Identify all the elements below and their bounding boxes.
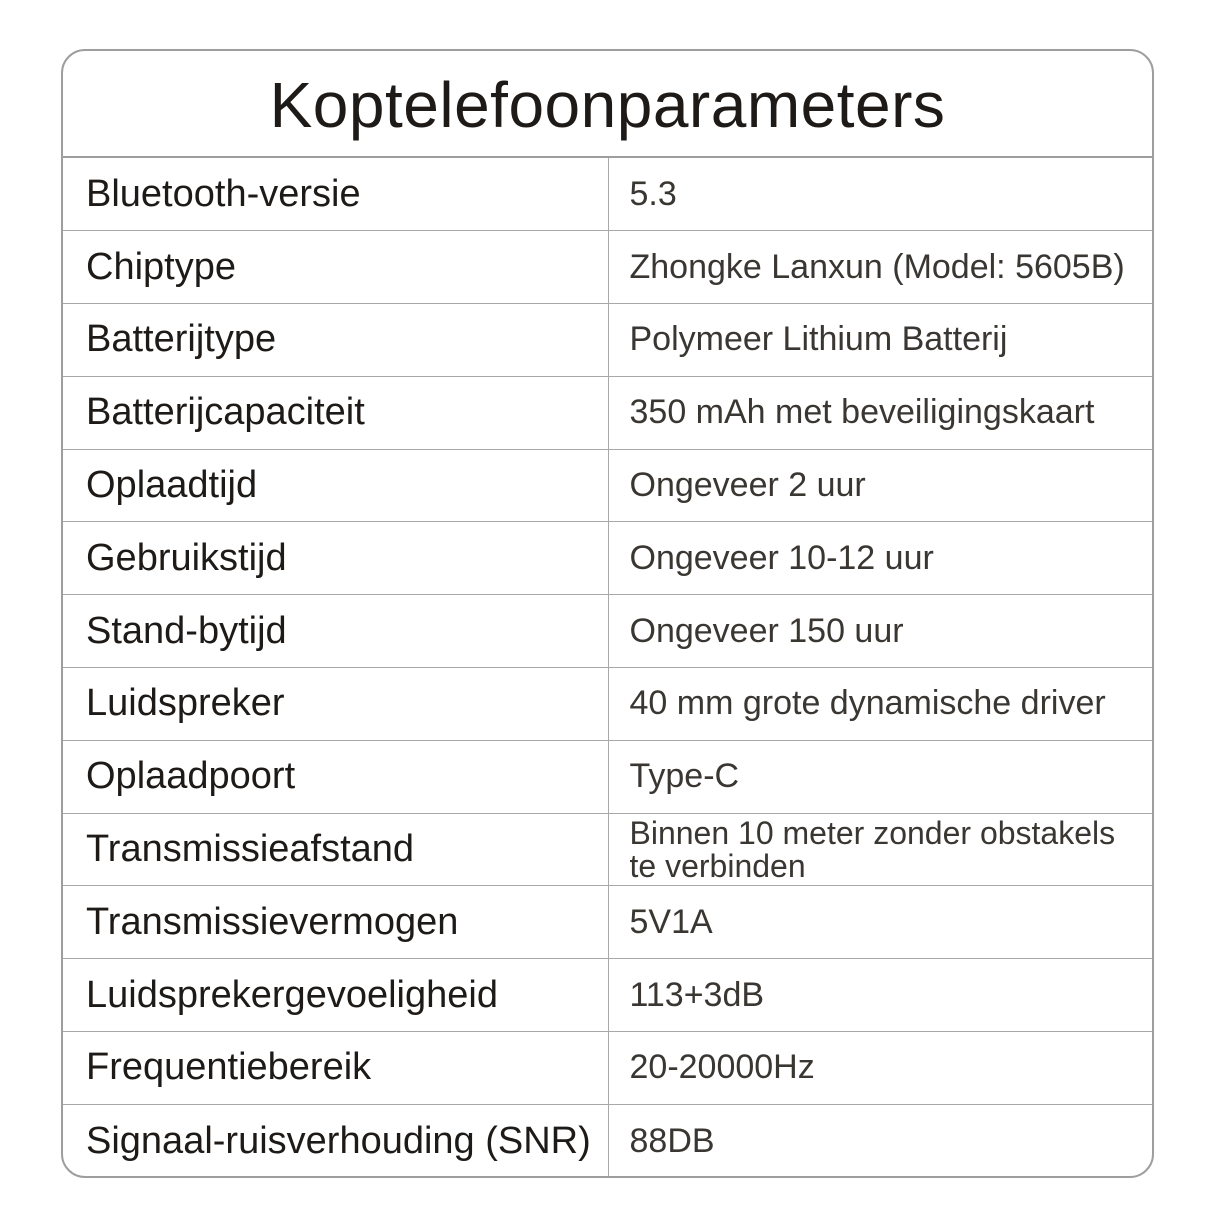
table-row	[63, 886, 1152, 959]
param-value: Ongeveer 10-12 uur	[608, 522, 1152, 595]
param-label: Transmissievermogen	[63, 886, 608, 959]
param-value: 88DB	[608, 1104, 1152, 1177]
table-row	[63, 1032, 1152, 1105]
spec-card	[61, 49, 1154, 1178]
param-value: 350 mAh met beveiligingskaart	[608, 376, 1152, 449]
param-label: Oplaadtijd	[63, 449, 608, 522]
param-label: Batterijtype	[63, 304, 608, 377]
table-row	[63, 959, 1152, 1032]
table-row	[63, 231, 1152, 304]
param-label: Gebruikstijd	[63, 522, 608, 595]
table-row	[63, 449, 1152, 522]
table-row	[63, 595, 1152, 668]
param-label: Bluetooth-versie	[63, 158, 608, 231]
param-value: 5.3	[629, 174, 677, 213]
table-row	[63, 813, 1152, 886]
page-title: Koptelefoonparameters	[63, 51, 1152, 158]
param-value: 20-20000Hz	[608, 1032, 1152, 1105]
param-label: Luidspreker	[63, 668, 608, 741]
spec-table	[63, 158, 1152, 1177]
table-row	[63, 1104, 1152, 1177]
table-row	[63, 304, 1152, 377]
table-row	[63, 522, 1152, 595]
table-row	[63, 668, 1152, 741]
param-label: Oplaadpoort	[63, 740, 608, 813]
param-value: 5V1A	[608, 886, 1152, 959]
param-value: Binnen 10 meter zonder obstakels te verbinden	[608, 813, 1152, 886]
param-label: Luidsprekergevoeligheid	[63, 959, 608, 1032]
table-row	[63, 158, 1152, 231]
param-value: Polymeer Lithium Batterij	[608, 304, 1152, 377]
param-label: Stand-bytijd	[63, 595, 608, 668]
param-value: Zhongke Lanxun (Model: 5605B)	[608, 231, 1152, 304]
table-row	[63, 376, 1152, 449]
param-label: Transmissieafstand	[63, 813, 608, 886]
param-value: Type-C	[608, 740, 1152, 813]
param-label: Frequentiebereik	[63, 1032, 608, 1105]
param-label: Chiptype	[63, 231, 608, 304]
param-label: Signaal-ruisverhouding (SNR)	[63, 1104, 608, 1177]
param-value: 40 mm grote dynamische driver	[608, 668, 1152, 741]
table-row	[63, 740, 1152, 813]
param-value: Ongeveer 150 uur	[608, 595, 1152, 668]
param-value: 113+3dB	[608, 959, 1152, 1032]
param-label: Batterijcapaciteit	[63, 376, 608, 449]
param-value: Ongeveer 2 uur	[608, 449, 1152, 522]
